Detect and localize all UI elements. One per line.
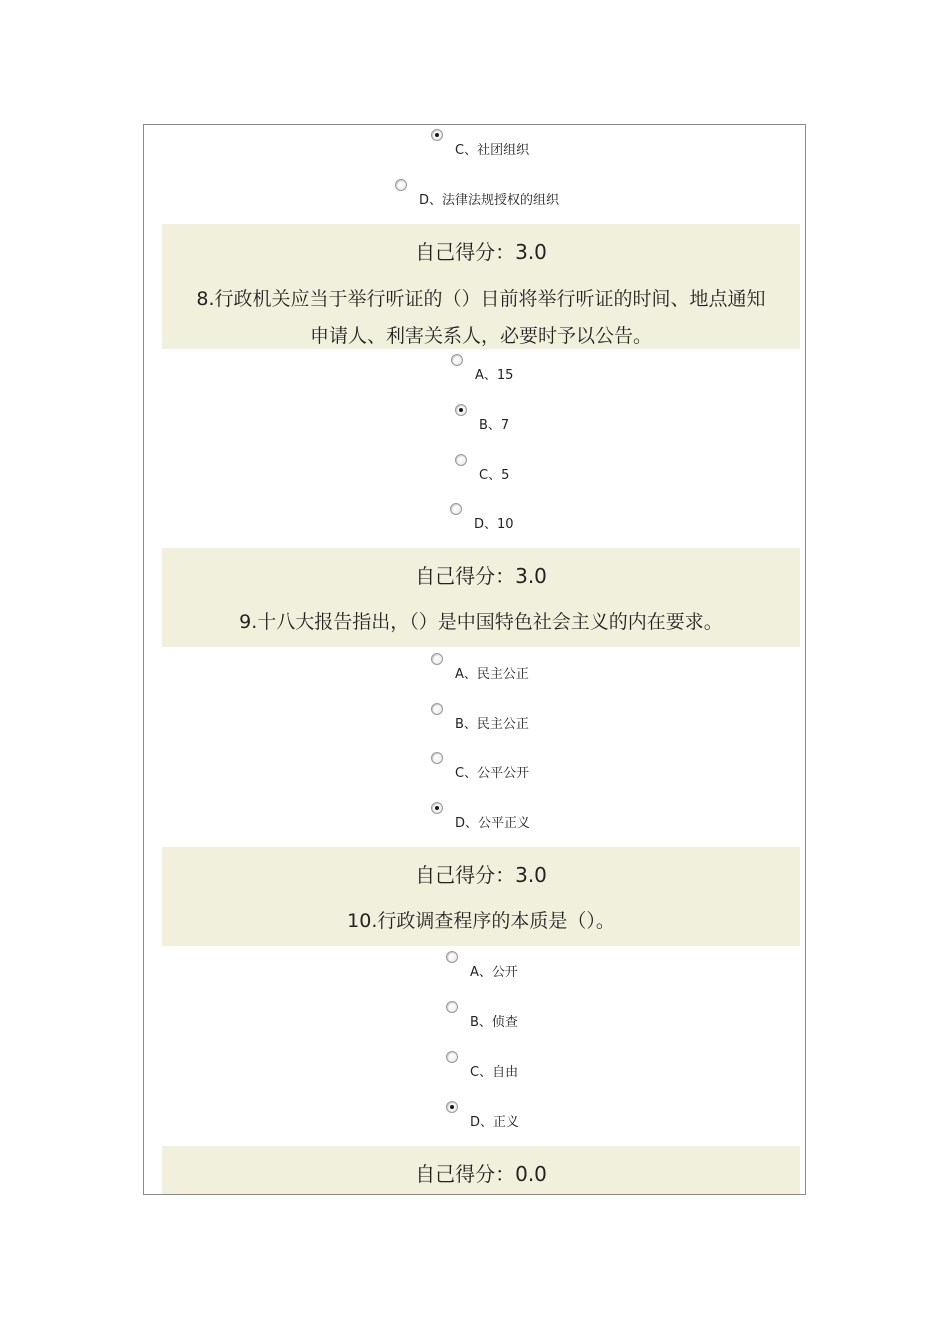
option-label: A、民主公正 [455,667,529,682]
radio-unselected-icon[interactable] [431,752,443,764]
radio-unselected-icon[interactable] [395,179,407,191]
radio-selected-icon[interactable] [446,1101,458,1113]
option-label: B、侦查 [470,1015,518,1030]
radio-unselected-icon[interactable] [455,454,467,466]
radio-unselected-icon[interactable] [446,951,458,963]
radio-unselected-icon[interactable] [450,503,462,515]
radio-selected-icon[interactable] [431,802,443,814]
option-label: D、正义 [470,1115,520,1130]
option-label: B、7 [479,418,510,433]
option-label: D、10 [474,517,514,532]
question-10-header [162,847,800,946]
question-10-score [162,1146,800,1195]
option-label: C、社团组织 [455,143,530,158]
question-text: 9.十八大报告指出，（）是中国特色社会主义的内在要求。 [239,611,723,633]
option-label: D、公平正义 [455,816,531,831]
radio-unselected-icon[interactable] [446,1051,458,1063]
radio-selected-icon[interactable] [455,404,467,416]
quiz-results-panel [143,124,806,1195]
radio-selected-icon[interactable] [431,129,443,141]
radio-unselected-icon[interactable] [431,703,443,715]
option-label: D、法律法规授权的组织 [419,193,560,208]
question-text: 10.行政调查程序的本质是（）。 [347,910,615,932]
question-text: 8.行政机关应当于举行听证的（）日前将举行听证的时间、地点通知 [196,288,766,310]
score-text: 自己得分：3.0 [415,564,547,588]
question-9-header [162,548,800,647]
score-text: 自己得分：0.0 [415,1162,547,1186]
radio-unselected-icon[interactable] [431,653,443,665]
option-label: B、民主公正 [455,717,529,732]
score-text: 自己得分：3.0 [415,240,547,264]
option-label: A、公开 [470,965,518,980]
option-label: C、公平公开 [455,766,530,781]
question-text: 申请人、利害关系人，必要时予以公告。 [309,325,652,347]
option-label: A、15 [475,368,514,383]
score-text: 自己得分：3.0 [415,863,547,887]
radio-unselected-icon[interactable] [446,1001,458,1013]
option-label: C、5 [479,468,510,483]
question-8-header [162,224,800,349]
radio-unselected-icon[interactable] [451,354,463,366]
option-label: C、自由 [470,1065,519,1080]
